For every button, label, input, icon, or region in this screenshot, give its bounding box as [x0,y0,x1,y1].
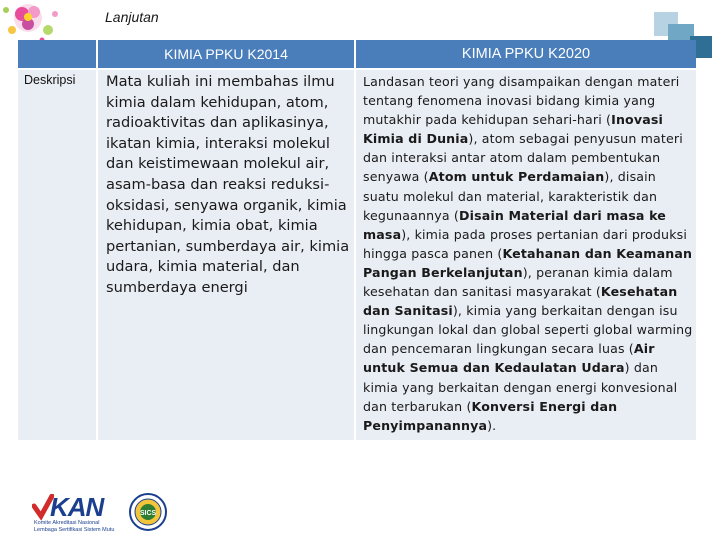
k2020-description-cell [356,70,696,440]
topic-energi: Konversi Energi dan Penyimpanannya [363,398,618,433]
kan-logo: KAN Komite Akreditasi Nasional Lembaga Sertifikasi Sistem Mutu [34,492,115,533]
topic-air-udara: Air untuk Semua dan Kedaulatan Udara [363,341,655,376]
k2014-description-cell [98,70,354,440]
k2020-description: Landasan teori yang disampaikan dengan materi tentang fenomena inovasi bidang kimia yang mutakhir pada kehidupan sehari-hari (Inovasi Kimia di Dunia), atom sebagai penyusun materi dan interaksi antar atom dalam pembentukan senyawa (Atom untuk Perdamaian), disain suatu molekul dan material, karakteristik dan kegunaannya (Disain Material dari masa ke masa), kimia pada proses pertanian dari produksi hingga pasca panen (Ketahanan dan Keamanan Pangan Berkelanjutan), peranan kimia dalam kesehatan dan sanitasi masyarakat (Kesehatan dan Sanitasi), kimia yang berkaitan dengan isu lingkungan lokal dan global seperti global warming dan pencemaran lingkungan secara luas (Air untuk Semua dan Kedaulatan Udara) dan kimia yang berkaitan dengan energi konvesional dan terbarukan (Konversi Energi dan Penyimpanannya). [363,74,693,433]
topic-inovasi: Inovasi Kimia di Dunia [363,112,663,147]
row-label-cell [18,70,96,440]
slide-title: Lanjutan [105,9,159,25]
topic-pangan: Ketahanan dan Keamanan Pangan Berkelanjutan [363,245,693,280]
topic-disain: Disain Material dari masa ke masa [363,207,666,242]
k2014-description: Mata kuliah ini membahas ilmu kimia dalam kehidupan, atom, radioaktivitas dan aplikasinya, ikatan kimia, interaksi molekul dan keistimewaan molekul air, asam-basa dan reaksi reduksi-oksidasi, senyawa organik, kimia kehidupan, kimia obat, kimia pertanian, sumberdaya air, kimia udara, kimia material, dan sumberdaya energi [106,73,350,296]
row-label: Deskripsi [24,73,76,87]
topic-kesehatan: Kesehatan dan Sanitasi [363,284,678,319]
header-k2020: KIMIA PPKU K2020 [356,40,696,68]
sics-seal-icon [128,492,168,532]
header-empty-cell [18,40,96,68]
svg-text:SICS: SICS [139,510,157,517]
topic-atom: Atom untuk Perdamaian [428,169,605,185]
header-k2014: KIMIA PPKU K2014 [98,40,354,68]
comparison-table [18,40,696,440]
